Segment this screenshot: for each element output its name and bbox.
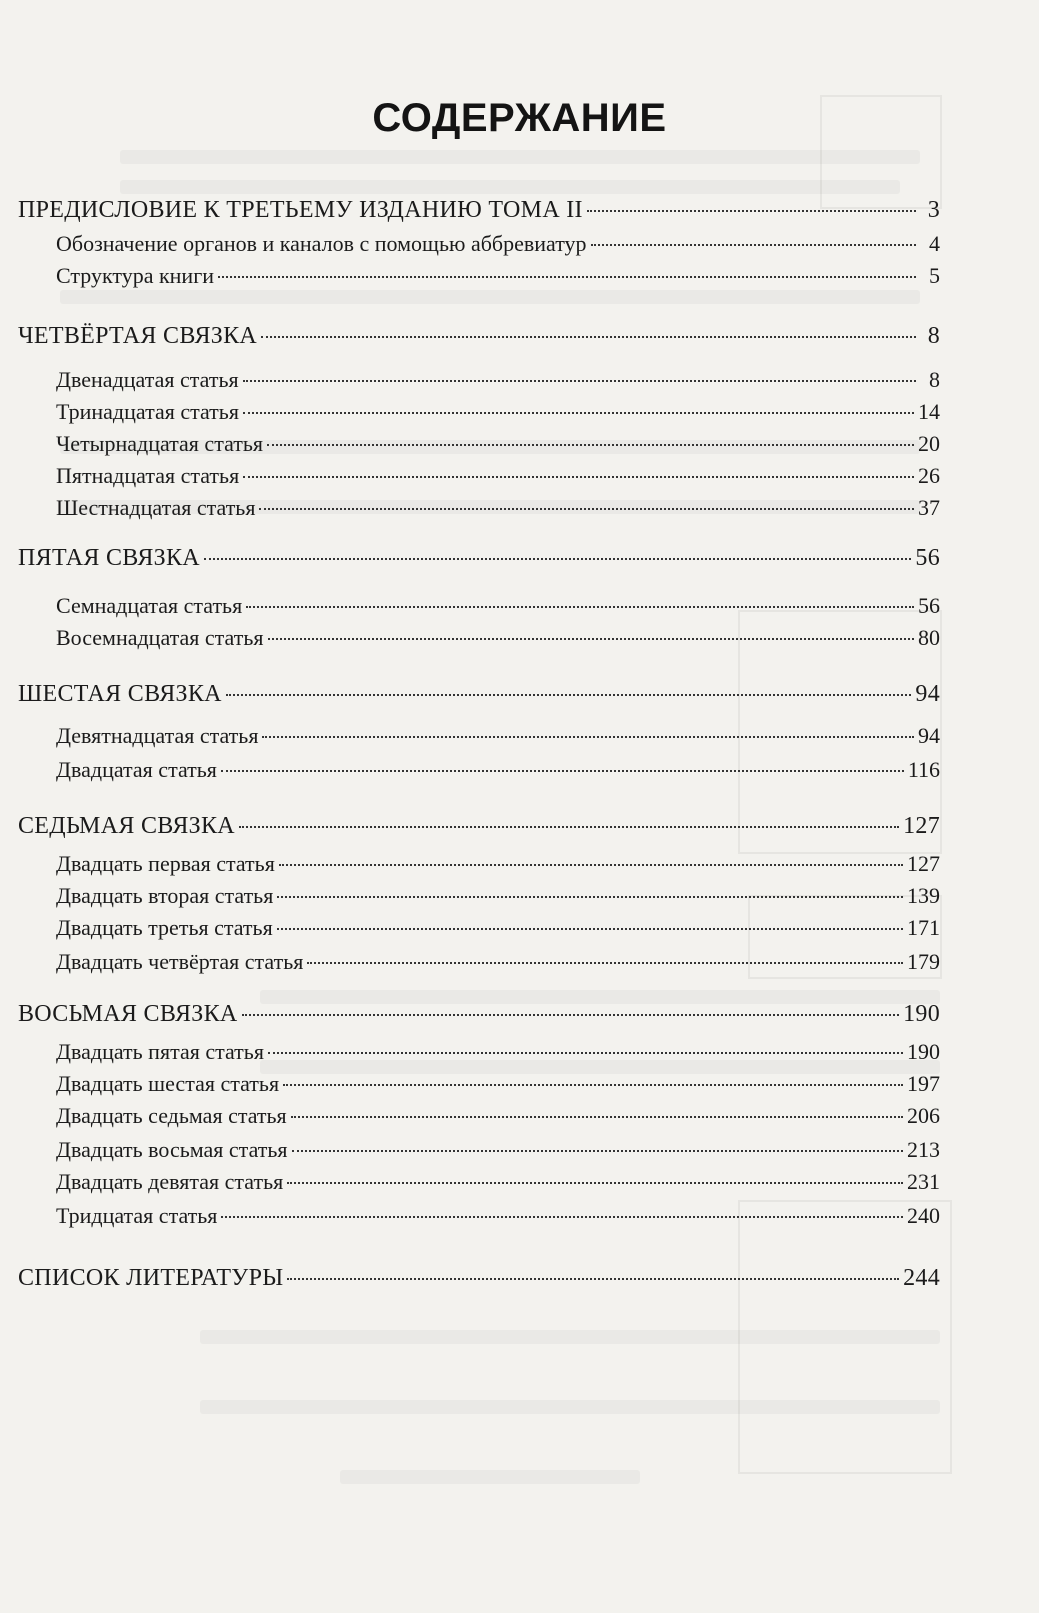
toc-section-row [18, 196, 940, 224]
dot-leader [268, 1052, 903, 1054]
contents-title: СОДЕРЖАНИЕ [372, 96, 667, 140]
dot-leader [591, 244, 916, 246]
toc-page-number: 244 [903, 1265, 940, 1291]
toc-article-row [56, 914, 940, 942]
dot-leader [218, 276, 916, 278]
toc-section-row [18, 812, 940, 840]
toc-entry-label: Восемнадцатая статья [56, 625, 264, 650]
dot-leader [204, 558, 911, 560]
toc-page-number: 240 [907, 1203, 940, 1228]
toc-entry-label: ШЕСТАЯ СВЯЗКА [18, 681, 222, 707]
toc-page-number: 116 [907, 757, 940, 782]
toc-page-number: 190 [907, 1039, 940, 1064]
toc-page-number: 197 [907, 1071, 940, 1096]
toc-page-number: 3 [927, 197, 940, 223]
toc-entry-label: Двадцать девятая статья [56, 1169, 284, 1194]
toc-page-number: 127 [903, 813, 940, 839]
toc-page-number: 206 [907, 1103, 940, 1128]
toc-entry-label: Двадцать шестая статья [56, 1071, 280, 1096]
toc-page-number: 14 [918, 399, 940, 424]
dot-leader [226, 694, 912, 696]
toc-entry-label: Тринадцатая статья [56, 399, 239, 424]
toc-entry-label: СЕДЬМАЯ СВЯЗКА [18, 813, 235, 839]
toc-article-row [56, 462, 940, 490]
dot-leader [239, 826, 899, 828]
toc-page-number: 171 [907, 915, 940, 940]
toc-page-number: 190 [903, 1001, 940, 1027]
toc-entry-label: СПИСОК ЛИТЕРАТУРЫ [18, 1265, 284, 1291]
toc-page-number: 213 [907, 1137, 940, 1162]
toc-page-number: 179 [907, 949, 940, 974]
toc-article-row [56, 1136, 940, 1164]
toc-entry-label: Девятнадцатая статья [56, 723, 259, 748]
toc-article-row [56, 1202, 940, 1230]
toc-page-number: 20 [918, 431, 940, 456]
toc-entry-label: Двадцать седьмая статья [56, 1103, 287, 1128]
dot-leader [287, 1278, 899, 1280]
toc-article-row [56, 722, 940, 750]
toc-entry-label: ВОСЬМАЯ СВЯЗКА [18, 1001, 238, 1027]
toc-entry-label: ПРЕДИСЛОВИЕ К ТРЕТЬЕМУ ИЗДАНИЮ ТОМА II [18, 197, 583, 223]
toc-page-number: 4 [929, 231, 940, 256]
toc-entry-label: Тридцатая статья [56, 1203, 218, 1228]
toc-page-number: 8 [929, 367, 940, 392]
dot-leader [268, 638, 914, 640]
toc-section-row [18, 544, 940, 572]
toc-section-row [18, 1264, 940, 1292]
toc-page-number: 94 [918, 723, 940, 748]
toc-entry-label: Обозначение органов и каналов с помощью аббревиатур [56, 231, 587, 256]
dot-leader [221, 770, 904, 772]
toc-article-row [56, 1168, 940, 1196]
dot-leader [221, 1216, 903, 1218]
dot-leader [243, 412, 914, 414]
dot-leader [587, 210, 916, 212]
dot-leader [307, 962, 903, 964]
dot-leader [267, 444, 914, 446]
toc-article-row [56, 230, 940, 258]
dot-leader [287, 1182, 903, 1184]
toc-article-row [56, 850, 940, 878]
toc-entry-label: ЧЕТВЁРТАЯ СВЯЗКА [18, 323, 258, 349]
toc-page-number: 37 [918, 495, 940, 520]
toc-article-row [56, 756, 940, 784]
toc-page-number: 127 [907, 851, 940, 876]
dot-leader [277, 928, 903, 930]
toc-section-row [18, 1000, 940, 1028]
toc-page-number: 56 [918, 593, 940, 618]
toc-entry-label: Двадцать вторая статья [56, 883, 274, 908]
toc-page-number: 5 [929, 263, 940, 288]
toc-entry-label: Двадцать четвёртая статья [56, 949, 304, 974]
toc-page-number: 80 [918, 625, 940, 650]
dot-leader [262, 736, 914, 738]
toc-entry-label: Двадцать третья статья [56, 915, 273, 940]
toc-entry-label: Структура книги [56, 263, 214, 288]
dot-leader [243, 476, 914, 478]
toc-entry-label: Двенадцатая статья [56, 367, 239, 392]
toc-entry-label: Двадцать восьмая статья [56, 1137, 288, 1162]
toc-article-row [56, 1070, 940, 1098]
dot-leader [259, 508, 914, 510]
toc-article-row [56, 262, 940, 290]
dot-leader [291, 1116, 903, 1118]
toc-article-row [56, 430, 940, 458]
toc-section-row [18, 680, 940, 708]
toc-entry-label: Двадцатая статья [56, 757, 217, 782]
toc-entry-label: Пятнадцатая статья [56, 463, 240, 488]
dot-leader [279, 864, 903, 866]
toc-article-row [56, 1102, 940, 1130]
dot-leader [246, 606, 914, 608]
toc-page-number: 26 [918, 463, 940, 488]
toc-page-number: 8 [927, 323, 940, 349]
toc-article-row [56, 1038, 940, 1066]
toc-article-row [56, 398, 940, 426]
toc-article-row [56, 366, 940, 394]
dot-leader [242, 1014, 900, 1016]
dot-leader [277, 896, 903, 898]
toc-article-row [56, 882, 940, 910]
toc-entry-label: Двадцать первая статья [56, 851, 275, 876]
dot-leader [261, 336, 916, 338]
toc-entry-label: Шестнадцатая статья [56, 495, 256, 520]
toc-entry-label: Двадцать пятая статья [56, 1039, 264, 1064]
toc-page-number: 94 [915, 681, 940, 707]
toc-article-row [56, 592, 940, 620]
toc-article-row [56, 494, 940, 522]
dot-leader [292, 1150, 903, 1152]
dot-leader [283, 1084, 903, 1086]
toc-page-number: 56 [915, 545, 940, 571]
toc-page-number: 139 [907, 883, 940, 908]
toc-entry-label: ПЯТАЯ СВЯЗКА [18, 545, 200, 571]
toc-entry-label: Четырнадцатая статья [56, 431, 264, 456]
toc-page-number: 231 [907, 1169, 940, 1194]
toc-entry-label: Семнадцатая статья [56, 593, 243, 618]
toc-article-row [56, 948, 940, 976]
toc-article-row [56, 624, 940, 652]
toc-section-row [18, 322, 940, 350]
dot-leader [243, 380, 916, 382]
